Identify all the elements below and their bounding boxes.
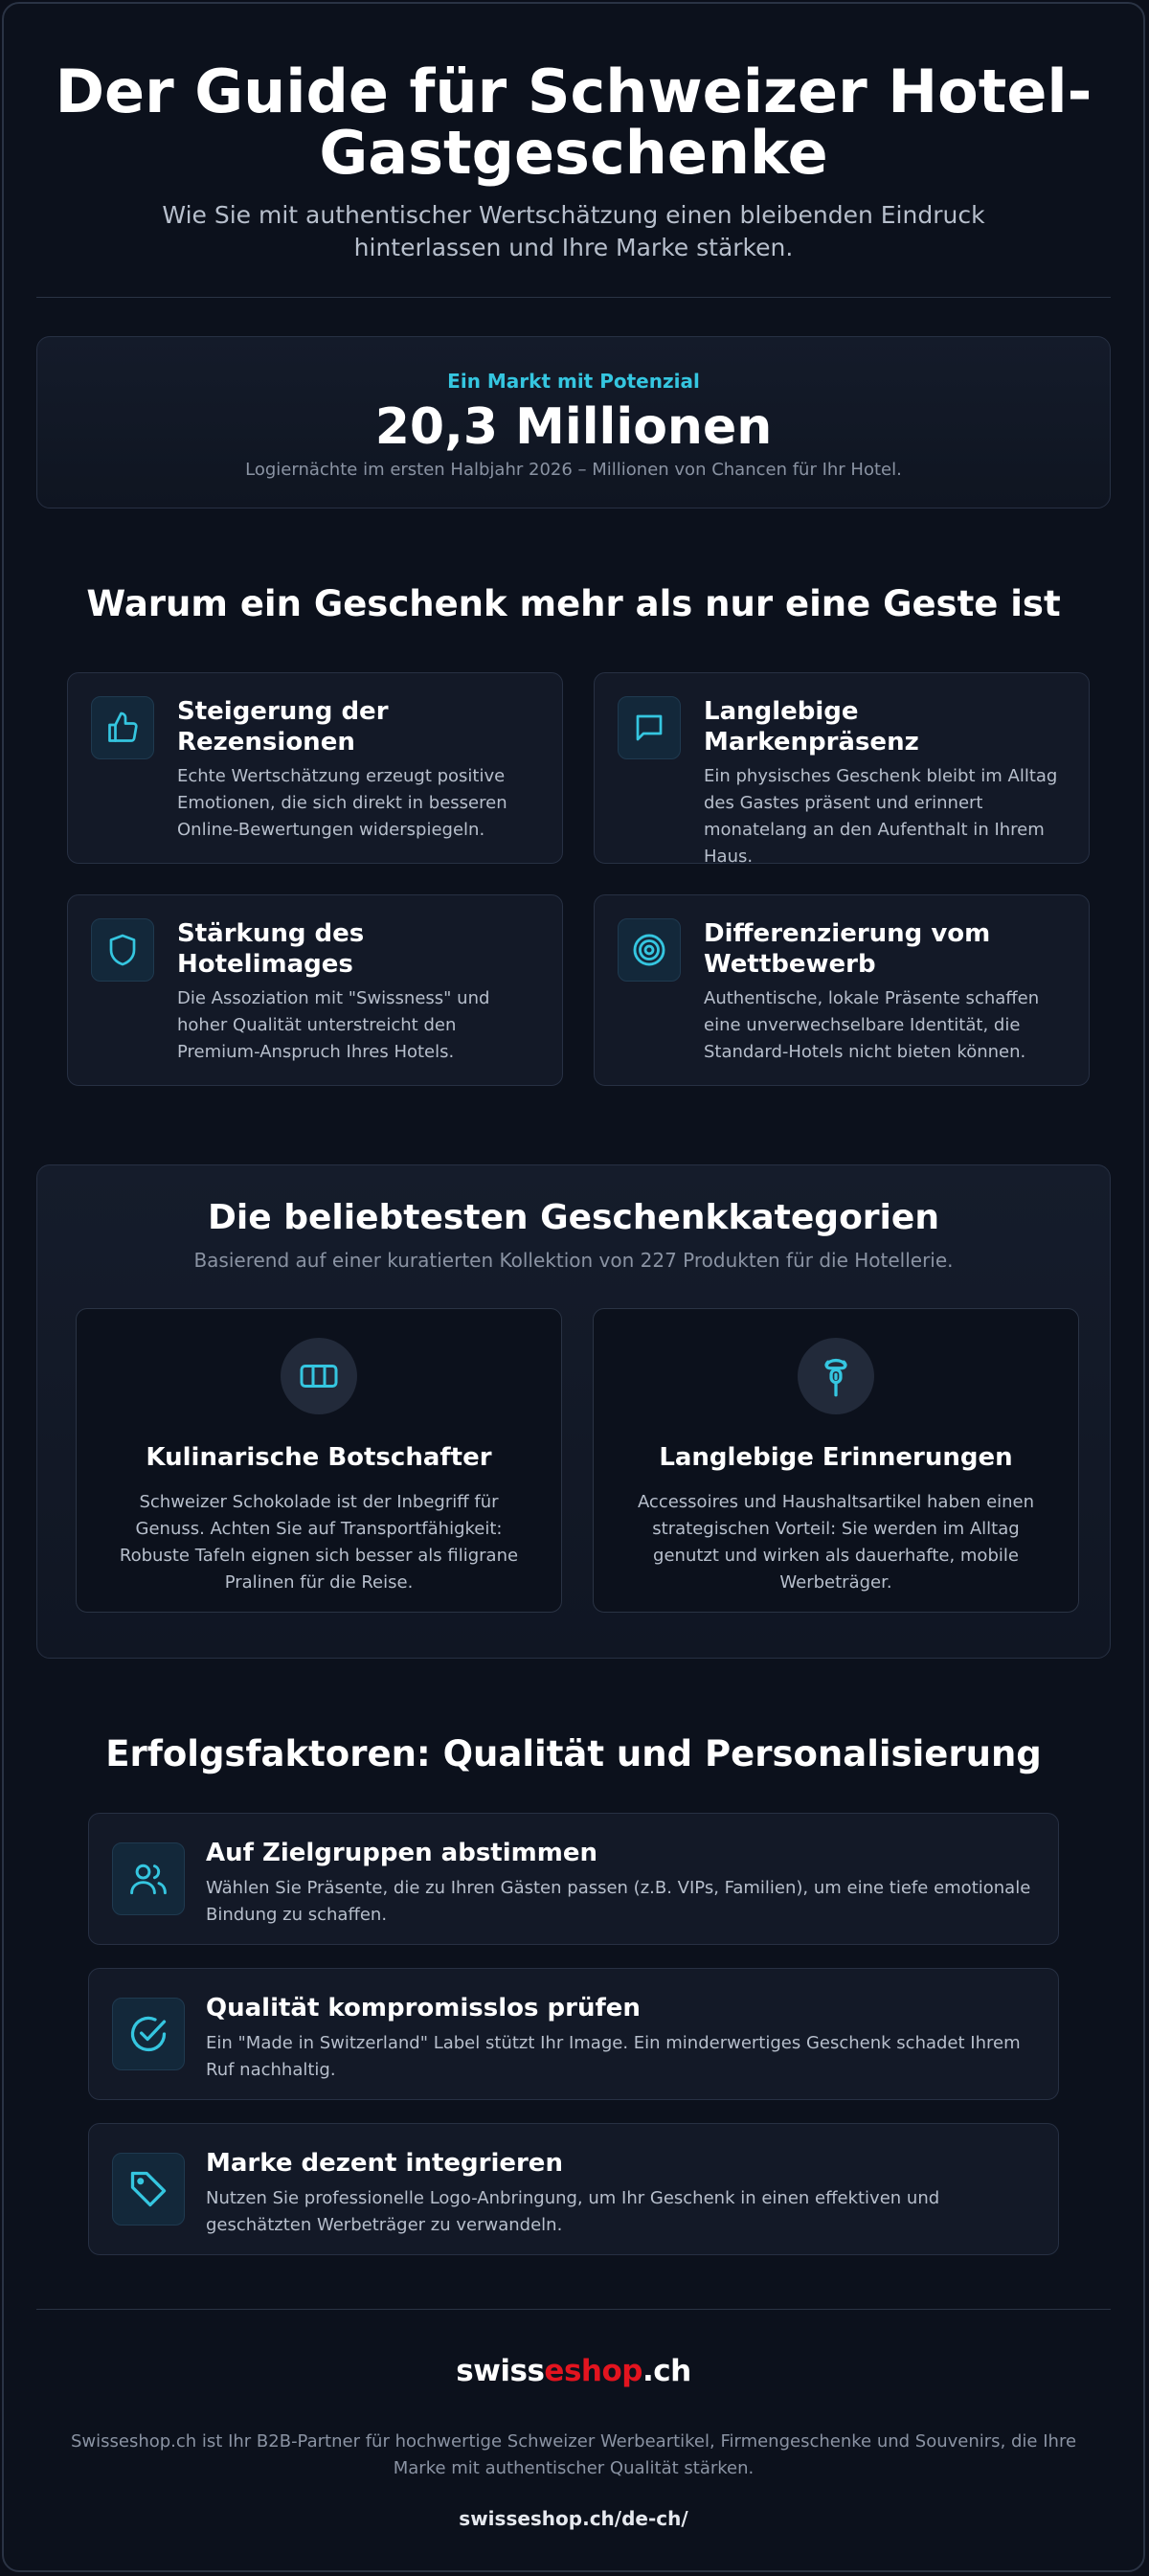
brand-logo: swisseshop.ch (456, 2354, 691, 2388)
factor-text: Nutzen Sie professionelle Logo-Anbringung, um Ihr Geschenk in einen effektiven und geschätzten Werbeträger zu verwandeln. (206, 2188, 940, 2235)
footer-description: Swisseshop.ch ist Ihr B2B-Partner für hochwertige Schweizer Werbeartikel, Firmengeschenke und Souvenirs, die Ihre Marke mit authentischer Qualität stärken. (70, 2431, 1077, 2478)
divider (36, 297, 1111, 298)
factor-title: Auf Zielgruppen abstimmen (206, 1839, 597, 1867)
thumbs-up-icon (91, 696, 154, 759)
keychain-icon (798, 1338, 874, 1414)
category-text: Schweizer Schokolade ist der Inbegriff für Genuss. Achten Sie auf Transportfähigkeit: Robuste Tafeln eignen sich besser als filigrane Pralinen für die Reise. (119, 1492, 519, 1593)
divider (36, 2309, 1111, 2310)
message-icon (618, 696, 681, 759)
benefit-title: Differenzierung vom Wettbewerb (704, 919, 991, 979)
hero (4, 4, 1143, 264)
factor-title: Marke dezent integrieren (206, 2149, 563, 2178)
benefit-title: Langlebige Markenpräsenz (704, 697, 919, 757)
target-icon (618, 918, 681, 982)
benefit-text: Echte Wertschätzung erzeugt positive Emotionen, die sich direkt in besseren Online-Bewertungen widerspiegeln. (177, 766, 507, 840)
categories-title: Die beliebtesten Geschenkkategorien (208, 1198, 939, 1237)
benefits-title: Warum ein Geschenk mehr als nur eine Geste ist (86, 583, 1061, 624)
factor-title: Qualität kompromisslos prüfen (206, 1994, 641, 2022)
category-card (76, 1308, 562, 1613)
benefit-text: Die Assoziation mit "Swissness" und hoher Qualität unterstreicht den Premium-Anspruch Ihres Hotels. (177, 988, 490, 1062)
category-title: Langlebige Erinnerungen (659, 1443, 1013, 1472)
footer-link[interactable]: swisseshop.ch/de-ch/ (459, 2507, 688, 2530)
page-subtitle: Wie Sie mit authentischer Wertschätzung einen bleibenden Eindruck hinterlassen und Ihre Marke stärken. (162, 201, 985, 261)
factor-text: Ein "Made in Switzerland" Label stützt Ihr Image. Ein minderwertiges Geschenk schadet Ihrem Ruf nachhaltig. (206, 2033, 1021, 2080)
factor-text: Wählen Sie Präsente, die zu Ihren Gästen passen (z.B. VIPs, Familien), um eine tiefe emotionale Bindung zu schaffen. (206, 1878, 1031, 1925)
benefit-card (67, 894, 563, 1086)
factor-item (88, 1813, 1059, 1945)
benefits-grid (67, 672, 1080, 1086)
stat-card (36, 336, 1111, 508)
stat-value: 20,3 Millionen (374, 398, 773, 456)
benefit-text: Ein physisches Geschenk bleibt im Alltag des Gastes präsent und erinnert monatelang an den Aufenthalt in Ihrem Haus. (704, 766, 1058, 867)
footer (4, 2354, 1143, 2530)
benefit-title: Stärkung des Hotelimages (177, 919, 365, 979)
factors-title: Erfolgsfaktoren: Qualität und Personalisierung (105, 1733, 1042, 1774)
benefit-card (594, 672, 1090, 867)
stat-note: Logiernächte im ersten Halbjahr 2026 – Millionen von Chancen für Ihr Hotel. (245, 460, 902, 480)
categories-grid (76, 1308, 1071, 1613)
benefit-card (67, 672, 563, 864)
check-circle-icon (112, 1998, 185, 2070)
users-icon (112, 1842, 185, 1915)
chocolate-bar-icon (281, 1338, 357, 1414)
factor-item (88, 2123, 1059, 2255)
stat-kicker: Ein Markt mit Potenzial (447, 370, 700, 393)
categories-subtitle: Basierend auf einer kuratierten Kollektion von 227 Produkten für die Hotellerie. (193, 1249, 954, 1272)
category-title: Kulinarische Botschafter (146, 1443, 492, 1472)
benefit-text: Authentische, lokale Präsente schaffen eine unverwechselbare Identität, die Standard-Hotels nicht bieten können. (704, 988, 1040, 1062)
category-card (593, 1308, 1079, 1613)
categories-panel (36, 1164, 1111, 1659)
factors-list (88, 1813, 1059, 2255)
category-text: Accessoires und Haushaltsartikel haben einen strategischen Vorteil: Sie werden im Alltag genutzt und wirken als dauerhafte, mobile Werbeträger. (637, 1492, 1035, 1593)
page-frame (2, 2, 1145, 2572)
benefit-title: Steigerung der Rezensionen (177, 697, 389, 757)
shield-icon (91, 918, 154, 982)
benefit-card (594, 894, 1090, 1086)
page-title: Der Guide für Schweizer Hotel-Gastgeschenke (55, 56, 1093, 188)
tag-icon (112, 2153, 185, 2226)
factor-item (88, 1968, 1059, 2100)
